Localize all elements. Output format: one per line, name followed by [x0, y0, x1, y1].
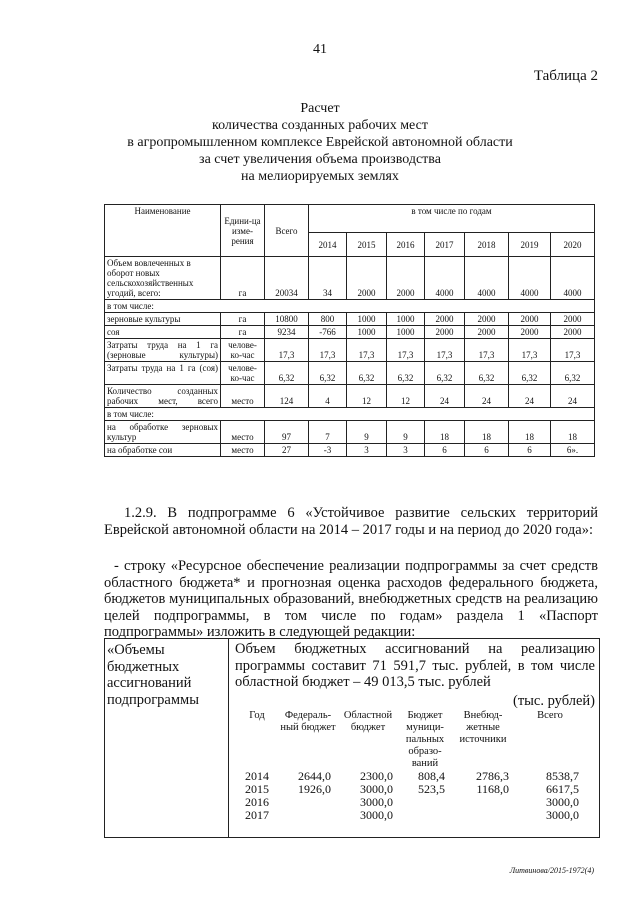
row-total: 17,3	[265, 339, 309, 362]
row-year-value: 6	[425, 444, 465, 457]
col-municipal: Бюджет муници-пальных образо-ваний	[405, 710, 445, 769]
breakdown-cell-extrabudget	[451, 809, 515, 822]
row-year-value: 6,32	[387, 362, 425, 385]
row-year-value: 9	[347, 421, 387, 444]
row-year-value: 17,3	[387, 339, 425, 362]
breakdown-cell-federal	[279, 796, 337, 809]
year-header: 2015	[347, 233, 387, 257]
section-label: в том числе:	[105, 300, 595, 313]
row-year-value: 2000	[509, 313, 551, 326]
row-year-value: 2000	[347, 257, 387, 300]
title-line: Расчет	[300, 101, 340, 116]
breakdown-cell-regional: 3000,0	[360, 808, 393, 822]
row-year-value: 6,32	[347, 362, 387, 385]
row-year-value: -3	[309, 444, 347, 457]
title-block	[80, 100, 560, 185]
row-year-value: 24	[509, 385, 551, 408]
breakdown-cell-total: 6617,5	[546, 782, 579, 796]
units-label: (тыс. рублей)	[513, 692, 595, 709]
row-unit: челове-ко-час	[221, 362, 265, 385]
row-total: 6,32	[265, 362, 309, 385]
row-year-value: 18	[551, 421, 595, 444]
row-year-value: 4000	[509, 257, 551, 300]
col-regional: Областной бюджет	[343, 710, 393, 733]
budget-content	[229, 639, 599, 822]
row-year-value: 6,32	[551, 362, 595, 385]
title-line: в агропромышленном комплексе Еврейской автономной области	[127, 135, 513, 150]
breakdown-cell-regional: 3000,0	[360, 782, 393, 796]
row-year-value: 4000	[425, 257, 465, 300]
row-year-value: 17,3	[551, 339, 595, 362]
row-year-value: 2000	[465, 326, 509, 339]
budget-label: «Объемы бюджетных ассигнований подпрограммы	[105, 639, 229, 837]
row-year-value: 17,3	[347, 339, 387, 362]
row-year-value: 18	[509, 421, 551, 444]
row-year-value: 24	[425, 385, 465, 408]
breakdown-rows	[235, 770, 595, 822]
breakdown-cell-year: 2017	[245, 808, 269, 822]
row-year-value: 3	[387, 444, 425, 457]
row-year-value: 7	[309, 421, 347, 444]
budget-breakdown	[235, 710, 595, 822]
breakdown-cell-regional: 2300,0	[360, 769, 393, 783]
row-name: Затраты труда на 1 га (соя)	[105, 362, 221, 385]
row-name: зерновые культуры	[105, 313, 221, 326]
breakdown-cell-total: 3000,0	[546, 808, 579, 822]
row-year-value: 1000	[347, 326, 387, 339]
row-year-value: 17,3	[465, 339, 509, 362]
title-line: количества созданных рабочих мест	[212, 118, 428, 133]
row-unit: га	[221, 257, 265, 300]
row-total: 97	[265, 421, 309, 444]
row-name: на обработке сои	[105, 444, 221, 457]
row-unit: га	[221, 326, 265, 339]
year-header: 2017	[425, 233, 465, 257]
row-year-value: 6,32	[509, 362, 551, 385]
row-year-value: 6	[465, 444, 509, 457]
row-year-value: 6	[509, 444, 551, 457]
breakdown-cell-municipal: 523,5	[418, 782, 445, 796]
row-year-value: 12	[347, 385, 387, 408]
year-header: 2018	[465, 233, 509, 257]
row-year-value: 17,3	[425, 339, 465, 362]
row-year-value: 2000	[509, 326, 551, 339]
row-year-value: 24	[465, 385, 509, 408]
row-year-value: 1000	[387, 326, 425, 339]
row-year-value: 800	[309, 313, 347, 326]
row-year-value: 4000	[465, 257, 509, 300]
breakdown-header-row	[235, 710, 595, 770]
row-total: 20034	[265, 257, 309, 300]
breakdown-row	[235, 809, 595, 822]
row-year-value: 6,32	[425, 362, 465, 385]
table-row	[105, 339, 595, 362]
breakdown-cell-federal: 1926,0	[298, 782, 331, 796]
row-name: на обработке зерновых культур	[105, 421, 221, 444]
col-total: Всего	[537, 710, 563, 721]
row-year-value: 2000	[551, 313, 595, 326]
table-row	[105, 313, 595, 326]
table-row	[105, 362, 595, 385]
row-year-value: 24	[551, 385, 595, 408]
row-unit: место	[221, 385, 265, 408]
table-row	[105, 257, 595, 300]
year-header: 2020	[551, 233, 595, 257]
breakdown-cell-year: 2015	[245, 782, 269, 796]
row-year-value: 2000	[425, 326, 465, 339]
title-line: за счет увеличения объема производства	[199, 152, 441, 167]
breakdown-cell-municipal	[399, 796, 451, 809]
section-label: в том числе:	[105, 408, 595, 421]
row-unit: место	[221, 421, 265, 444]
budget-table	[104, 638, 600, 838]
breakdown-cell-total: 3000,0	[546, 795, 579, 809]
row-unit: место	[221, 444, 265, 457]
row-year-value: 34	[309, 257, 347, 300]
row-total: 10800	[265, 313, 309, 326]
col-header-by-years: в том числе по годам	[309, 205, 595, 233]
workplaces-table	[104, 204, 595, 457]
row-year-value: 3	[347, 444, 387, 457]
paragraph-subprogram-6: 1.2.9. В подпрограмме 6 «Устойчивое развитие сельских территорий Еврейской автономной области на 2014 – 2017 годы и на период до 2020 года»:	[104, 505, 598, 538]
row-year-value: 6,32	[309, 362, 347, 385]
row-year-value: 2000	[551, 326, 595, 339]
breakdown-cell-regional: 3000,0	[360, 795, 393, 809]
table-label: Таблица 2	[533, 68, 598, 84]
col-year: Год	[249, 710, 265, 721]
footer-ref: Литвинова/2015-1972(4)	[509, 866, 594, 875]
row-name: Количество созданных рабочих мест, всего	[105, 385, 221, 408]
table-row	[105, 300, 595, 313]
year-header: 2014	[309, 233, 347, 257]
breakdown-cell-total: 8538,7	[546, 769, 579, 783]
breakdown-row	[235, 783, 595, 796]
col-header-total: Всего	[265, 205, 309, 257]
row-year-value: 2000	[387, 257, 425, 300]
breakdown-cell-federal	[279, 809, 337, 822]
table-row	[105, 444, 595, 457]
title-line: на мелиорируемых землях	[241, 169, 399, 184]
breakdown-cell-municipal	[399, 809, 451, 822]
row-total: 124	[265, 385, 309, 408]
row-name: Объем вовлеченных в оборот новых сельскохозяйственных угодий, всего:	[105, 257, 221, 300]
row-total: 27	[265, 444, 309, 457]
budget-description: Объем бюджетных ассигнований на реализацию программы составит 71 591,7 тыс. рублей, в том числе областной бюджет – 49 013,5 тыс. рублей	[235, 641, 595, 690]
row-year-value: 4	[309, 385, 347, 408]
breakdown-cell-year: 2016	[245, 795, 269, 809]
row-year-value: 4000	[551, 257, 595, 300]
row-year-value: 2000	[465, 313, 509, 326]
breakdown-row	[235, 770, 595, 783]
breakdown-cell-extrabudget: 2786,3	[476, 769, 509, 783]
breakdown-cell-extrabudget	[451, 796, 515, 809]
row-year-value: 9	[387, 421, 425, 444]
row-year-value: 6,32	[465, 362, 509, 385]
row-year-value: 6».	[551, 444, 595, 457]
breakdown-cell-federal: 2644,0	[298, 769, 331, 783]
row-name: соя	[105, 326, 221, 339]
col-federal: Федераль-ный бюджет	[280, 710, 336, 733]
row-year-value: -766	[309, 326, 347, 339]
col-header-name: Наименование	[105, 205, 221, 257]
row-year-value: 17,3	[309, 339, 347, 362]
row-year-value: 2000	[425, 313, 465, 326]
table-row	[105, 326, 595, 339]
table-row	[105, 385, 595, 408]
row-year-value: 1000	[387, 313, 425, 326]
page-number: 41	[313, 42, 327, 57]
breakdown-cell-municipal: 808,4	[418, 769, 445, 783]
row-year-value: 12	[387, 385, 425, 408]
row-year-value: 18	[425, 421, 465, 444]
table-row	[105, 408, 595, 421]
row-name: Затраты труда на 1 га (зерновые культуры)	[105, 339, 221, 362]
row-total: 9234	[265, 326, 309, 339]
table-row	[105, 421, 595, 444]
year-header: 2019	[509, 233, 551, 257]
col-header-unit: Едини-ца изме-рения	[221, 205, 265, 257]
row-unit: га	[221, 313, 265, 326]
row-year-value: 17,3	[509, 339, 551, 362]
row-year-value: 18	[465, 421, 509, 444]
paragraph-resource-row: - строку «Ресурсное обеспечение реализации подпрограммы за счет средств областного бюджета* и прогнозная оценка расходов федерального бюджета, бюджетов муниципальных образований, внебюджетных средств на реализацию целей подпрограммы, в том числе по годам» раздела 1 «Паспорт подпрограммы» изложить в следующей редакции:	[104, 558, 598, 640]
year-header: 2016	[387, 233, 425, 257]
breakdown-row	[235, 796, 595, 809]
breakdown-cell-extrabudget: 1168,0	[476, 782, 509, 796]
row-unit: челове-ко-час	[221, 339, 265, 362]
breakdown-cell-year: 2014	[245, 769, 269, 783]
col-extrabudget: Внебюд-жетные источники	[459, 710, 507, 745]
row-year-value: 1000	[347, 313, 387, 326]
